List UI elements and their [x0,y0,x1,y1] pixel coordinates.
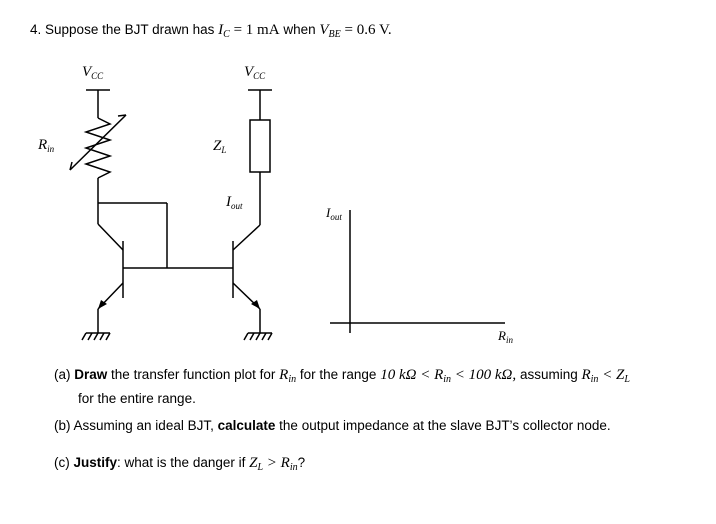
ic-symbol: $I_C$ [218,22,230,40]
part-b-text2: the output impedance at the slave BJT’s collector node. [279,418,611,433]
part-b-bold: calculate [217,418,276,433]
vcc-left-label: $V_{CC}$ [82,64,104,81]
part-c-label: (c) [54,455,70,470]
ic-value: = 1 mA [233,22,280,38]
iout-label: $I_{out}$ [226,194,243,211]
vbe-symbol: $V_{BE}$ [319,22,341,40]
part-c-condition: $Z_L > R_{in}$ [249,455,298,473]
part-b-text1: Assuming an ideal BJT, [73,418,214,433]
part-a-label: (a) [54,367,71,382]
when-text: when [283,22,316,37]
part-b [54,418,611,433]
part-c-end: ? [297,455,306,470]
plot-x-label: $R_{in}$ [498,328,513,345]
vcc-right-label: $V_{CC}$ [244,64,266,81]
part-a-line2: for the entire range. [78,391,196,406]
part-a-text2: for the range [299,367,377,382]
part-a-text3: assuming [519,367,578,382]
rin-variable-arrow [70,115,126,170]
rin-resistor [86,118,110,178]
part-a-range: 10 $k\Omega < R_{in} < 100$ kΩ, [380,367,517,385]
part-a-condition: $R_{in} < Z_L$ [581,367,630,385]
right-collector-lead [233,225,260,250]
part-a-text1: the transfer function plot for [111,367,276,382]
part-c-bold: Justify [73,455,118,470]
vbe-value: = 0.6 V. [344,22,392,38]
part-b-label: (b) [54,418,71,433]
part-a-rin: $R_{in}$ [279,367,297,385]
part-a [54,365,630,408]
question-prefix: Suppose the BJT drawn has [45,22,215,37]
part-a-bold: Draw [74,367,108,382]
part-c-text1: : what is the danger if [117,455,246,470]
part-c [54,455,305,473]
question-number: 4. [30,22,42,37]
rin-label: $R_{in}$ [38,137,55,154]
plot-y-label: $I_{out}$ [326,205,342,222]
zl-impedance-box [250,120,270,172]
zl-label: $Z_L$ [213,138,227,155]
left-collector-lead [98,224,123,250]
